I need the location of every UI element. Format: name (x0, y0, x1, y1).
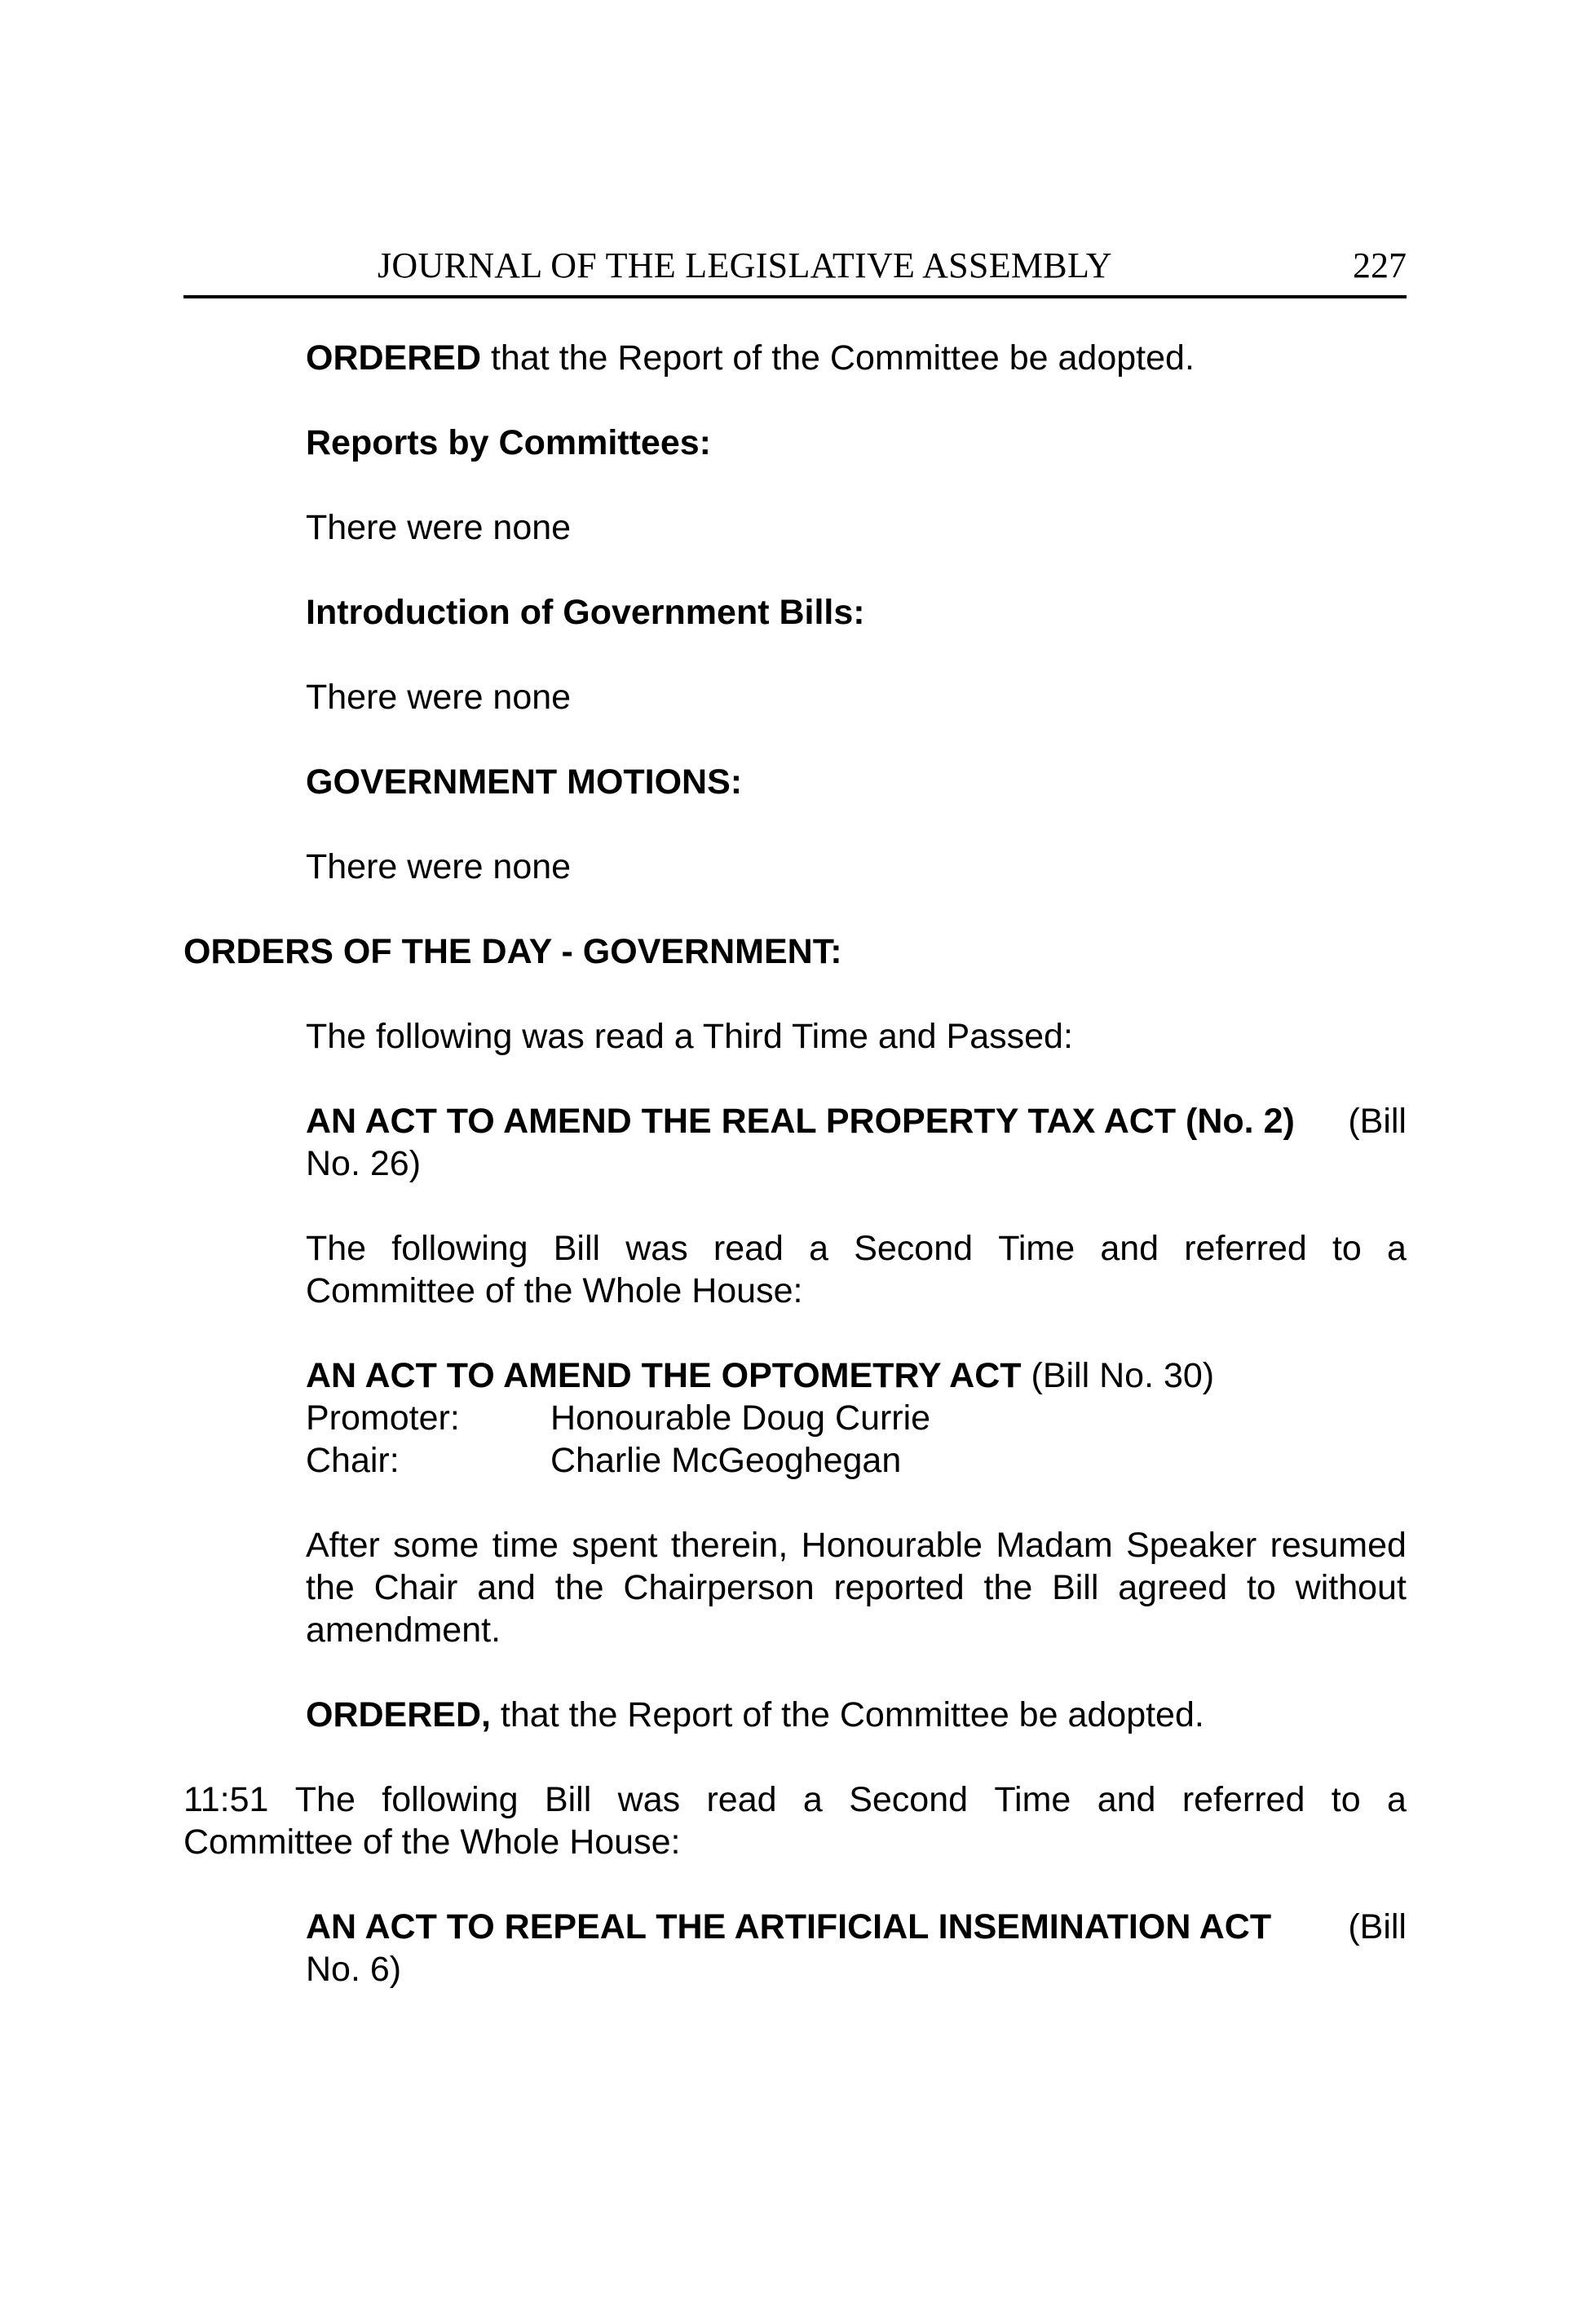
bill-26-title: AN ACT TO AMEND THE REAL PROPERTY TAX ACT (No. 2) (306, 1102, 1295, 1141)
word: Time (998, 1229, 1075, 1268)
ordered-keyword: ORDERED, (306, 1695, 491, 1734)
word: spent (572, 1526, 658, 1565)
word: a (1387, 1780, 1407, 1819)
word: therein, (670, 1526, 788, 1565)
bill-30-title: AN ACT TO AMEND THE OPTOMETRY ACT (306, 1356, 1022, 1395)
word: some (393, 1526, 479, 1565)
word: After (306, 1526, 380, 1565)
bill-6-title: AN ACT TO REPEAL THE ARTIFICIAL INSEMINATION ACT (306, 1907, 1272, 1946)
word: to (1246, 1568, 1276, 1607)
word: the (983, 1568, 1033, 1607)
word: Honourable (801, 1526, 983, 1565)
word: referred (1181, 1780, 1305, 1819)
timed-second-reading-paragraph (183, 1778, 1407, 1863)
word: Bill (544, 1780, 592, 1819)
word: was (625, 1229, 688, 1268)
reports-none: There were none (306, 508, 572, 547)
chair-row (306, 1439, 1407, 1482)
bill-6-bill-word: (Bill (1348, 1907, 1407, 1946)
heading-introduction-of-bills: Introduction of Government Bills: (306, 593, 865, 632)
bill-26-bill-word: (Bill (1348, 1102, 1407, 1141)
speaker-resumed-paragraph (306, 1524, 1407, 1651)
word: a (802, 1780, 823, 1819)
second-reading-paragraph (306, 1227, 1407, 1312)
word: Bill (553, 1229, 601, 1268)
intro-none: There were none (306, 678, 572, 717)
page-header (183, 241, 1407, 298)
word: agreed (1118, 1568, 1228, 1607)
word: Chair (373, 1568, 458, 1607)
heading-orders-of-the-day: ORDERS OF THE DAY - GOVERNMENT: (183, 932, 842, 971)
second-reading-line-2: Committee of the Whole House: (306, 1271, 803, 1310)
word: and (1100, 1229, 1159, 1268)
heading-reports-by-committees: Reports by Committees: (306, 423, 711, 462)
word: Speaker (1126, 1526, 1257, 1565)
word: and (1097, 1780, 1156, 1819)
word: Second (849, 1780, 969, 1819)
motions-none: There were none (306, 847, 572, 886)
word: Chairperson (623, 1568, 815, 1607)
word: referred (1184, 1229, 1307, 1268)
word: without (1295, 1568, 1407, 1607)
bill-26-entry (306, 1100, 1407, 1185)
ordered-report-paragraph (306, 337, 1195, 379)
timestamp: 11:51 (183, 1780, 269, 1819)
word: to (1332, 1229, 1362, 1268)
promoter-value: Honourable Doug Currie (550, 1398, 931, 1438)
journal-title: JOURNAL OF THE LEGISLATIVE ASSEMBLY (378, 245, 1112, 285)
word: resumed (1270, 1526, 1407, 1565)
ordered-text: that the Report of the Committee be adopted. (481, 338, 1195, 378)
promoter-row (306, 1397, 1407, 1439)
word: read (713, 1229, 784, 1268)
ordered-adopted-paragraph (306, 1694, 1204, 1736)
word: time (492, 1526, 559, 1565)
word: the (554, 1568, 604, 1607)
promoter-label: Promoter: (306, 1398, 460, 1438)
bill-26-number: No. 26) (306, 1144, 422, 1183)
word: to (1331, 1780, 1361, 1819)
word: Time (994, 1780, 1071, 1819)
word: read (706, 1780, 777, 1819)
word: following (382, 1780, 519, 1819)
chair-value: Charlie McGeoghegan (550, 1441, 902, 1480)
bill-30-number: (Bill No. 30) (1021, 1356, 1215, 1395)
word: Madam (996, 1526, 1113, 1565)
page-number: 227 (1353, 245, 1407, 285)
heading-government-motions: GOVERNMENT MOTIONS: (306, 762, 743, 802)
bill-30-entry (306, 1354, 1407, 1482)
ordered-text: that the Report of the Committee be adopted. (490, 1695, 1204, 1734)
bill-6-entry (306, 1906, 1407, 1990)
word: and (477, 1568, 536, 1607)
ordered-keyword: ORDERED (306, 338, 482, 378)
committee-whole-line: Committee of the Whole House: (183, 1823, 681, 1862)
word: The (306, 1229, 367, 1268)
chair-label: Chair: (306, 1441, 400, 1480)
word: reported (833, 1568, 965, 1607)
word: following (391, 1229, 528, 1268)
third-reading-statement: The following was read a Third Time and Passed: (306, 1017, 1073, 1056)
word: was (617, 1780, 681, 1819)
word: The (294, 1780, 356, 1819)
word: the (306, 1568, 355, 1607)
word: a (1386, 1229, 1407, 1268)
word: Second (854, 1229, 974, 1268)
speaker-resumed-line-3: amendment. (306, 1610, 501, 1650)
word: a (809, 1229, 829, 1268)
word: Bill (1052, 1568, 1099, 1607)
bill-6-number: No. 6) (306, 1950, 402, 1989)
